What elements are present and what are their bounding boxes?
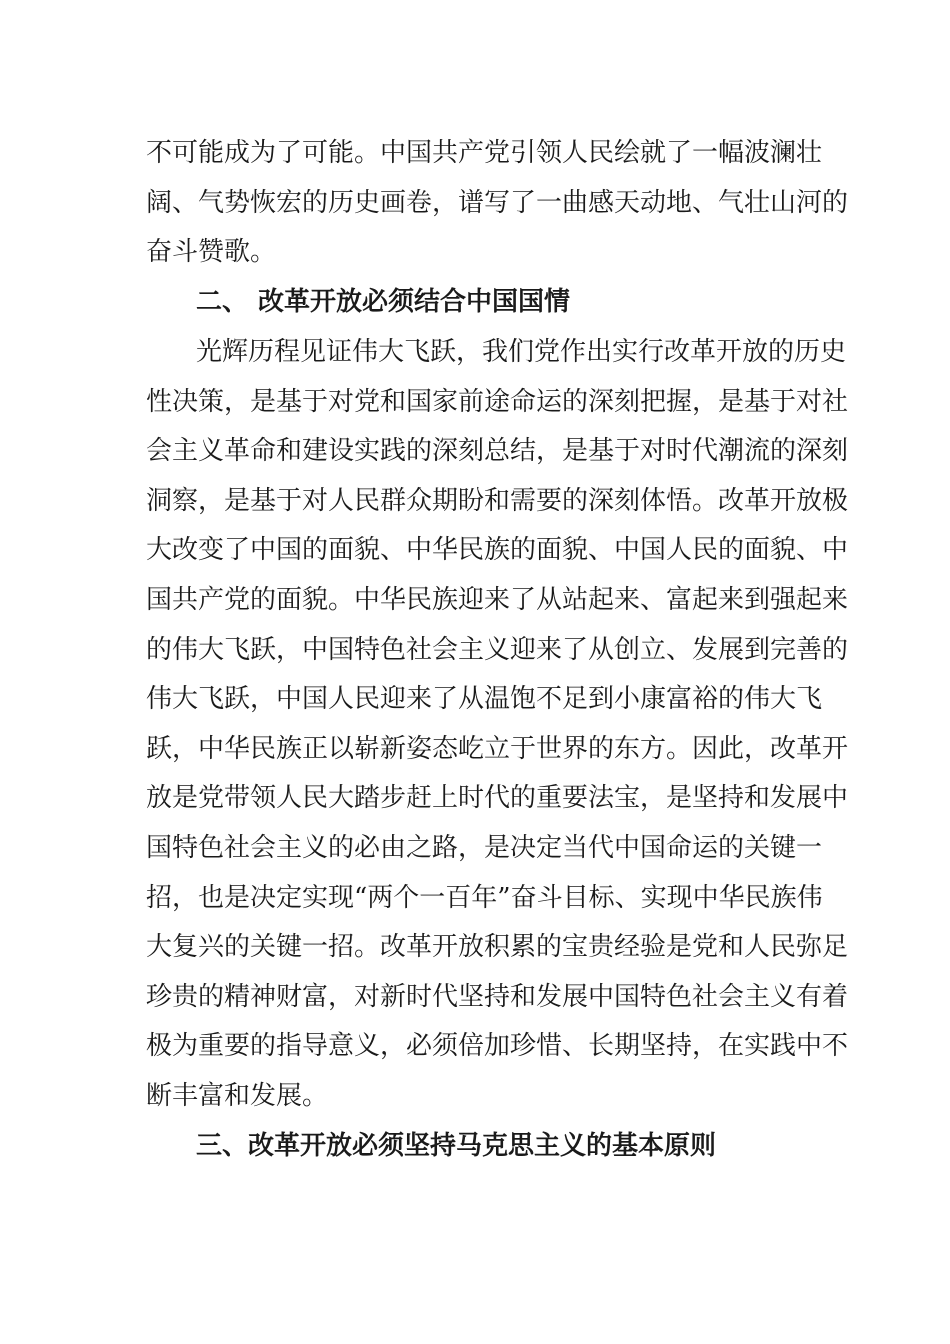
paragraph-2-line-12: 招，也是决定实现“两个一百年”奋斗目标、实现中华民族伟: [146, 883, 823, 913]
paragraph-2-line-5: 大改变了中国的面貌、中华民族的面貌、中国人民的面貌、中: [146, 535, 849, 565]
section-heading-2: [196, 277, 570, 327]
section-heading-2-number: 二、: [196, 287, 249, 317]
paragraph-2-line-7: 的伟大飞跃，中国特色社会主义迎来了从创立、发展到完善的: [146, 635, 849, 665]
paragraph-2-line-2: 性决策，是基于对党和国家前途命运的深刻把握，是基于对社: [146, 387, 849, 417]
section-heading-3: 三、改革开放必须坚持马克思主义的基本原则: [196, 1131, 717, 1161]
paragraph-2-line-8: 伟大飞跃，中国人民迎来了从温饱不足到小康富裕的伟大飞: [146, 684, 823, 714]
paragraph-2-line-6: 国共产党的面貌。中华民族迎来了从站起来、富起来到强起来: [146, 585, 849, 615]
paragraph-2-line-13: 大复兴的关键一招。改革开放积累的宝贵经验是党和人民弥足: [146, 932, 849, 962]
paragraph-1-line-2: 阔、气势恢宏的历史画卷，谱写了一曲感天动地、气壮山河的: [146, 188, 849, 218]
section-heading-2-text: 改革开放必须结合中国国情: [258, 287, 571, 317]
paragraph-2-line-11: 国特色社会主义的必由之路，是决定当代中国命运的关键一: [146, 833, 823, 863]
paragraph-2-line-16: 断丰富和发展。: [146, 1081, 329, 1111]
paragraph-2-line-3: 会主义革命和建设实践的深刻总结，是基于对时代潮流的深刻: [146, 436, 849, 466]
paragraph-2-line-15: 极为重要的指导意义，必须倍加珍惜、长期坚持，在实践中不: [146, 1031, 849, 1061]
paragraph-2-line-4: 洞察，是基于对人民群众期盼和需要的深刻体悟。改革开放极: [146, 486, 849, 516]
paragraph-2-line-10: 放是党带领人民大踏步赶上时代的重要法宝，是坚持和发展中: [146, 783, 849, 813]
paragraph-1-line-1: 不可能成为了可能。中国共产党引领人民绘就了一幅波澜壮: [146, 138, 823, 168]
paragraph-2-line-9: 跃，中华民族正以崭新姿态屹立于世界的东方。因此，改革开: [146, 734, 849, 764]
paragraph-1-line-3: 奋斗赞歌。: [146, 237, 277, 267]
paragraph-2-line-1: 光辉历程见证伟大飞跃，我们党作出实行改革开放的历史: [196, 337, 847, 367]
paragraph-2-line-14: 珍贵的精神财富，对新时代坚持和发展中国特色社会主义有着: [146, 982, 849, 1012]
